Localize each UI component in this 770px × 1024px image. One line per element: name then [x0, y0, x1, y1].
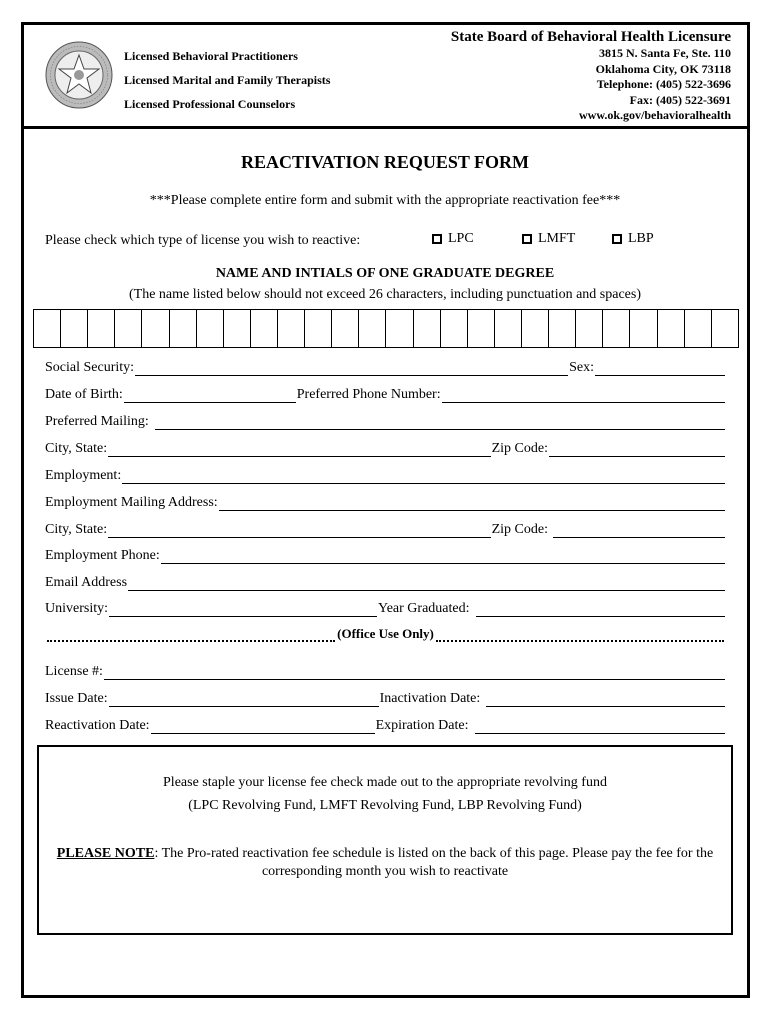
degree-character-cell[interactable]	[170, 310, 197, 347]
row-reactivation-expiration	[45, 716, 726, 734]
address-street: 3815 N. Santa Fe, Ste. 110	[599, 46, 731, 60]
employment-address-label: Employment Mailing Address:	[45, 495, 218, 510]
degree-character-cell[interactable]	[685, 310, 712, 347]
year-graduated-label: Year Graduated:	[378, 601, 470, 616]
employment-label: Employment:	[45, 468, 122, 483]
row-employment-phone	[45, 546, 726, 564]
degree-character-cell[interactable]	[495, 310, 522, 347]
degree-character-cell[interactable]	[278, 310, 305, 347]
license-number-label: License #:	[45, 664, 103, 679]
degree-note: (The name listed below should not exceed 26 characters, including punctuation and spaces)	[129, 287, 641, 302]
license-option-lmft[interactable]	[522, 231, 575, 247]
city-state-field[interactable]	[108, 442, 491, 457]
license-option-lpc-label: LPC	[448, 231, 474, 246]
license-option-lpc[interactable]	[432, 231, 474, 247]
board-address-block	[451, 28, 731, 124]
license-option-lmft-label: LMFT	[538, 231, 576, 246]
practitioner-lbp: Licensed Behavioral Practitioners	[124, 49, 298, 63]
mailing-field[interactable]	[155, 415, 725, 430]
employment-phone-field[interactable]	[161, 549, 725, 564]
office-dots-right	[436, 628, 724, 642]
address-fax: Fax: (405) 522-3691	[629, 92, 731, 107]
degree-character-cell[interactable]	[305, 310, 332, 347]
employment-city-state-field[interactable]	[108, 523, 491, 538]
degree-character-cell[interactable]	[197, 310, 224, 347]
license-option-lbp[interactable]	[612, 231, 654, 247]
dob-label: Date of Birth:	[45, 387, 123, 402]
mailing-label: Preferred Mailing:	[45, 414, 149, 429]
degree-character-cell[interactable]	[251, 310, 278, 347]
license-option-lbp-label: LBP	[628, 231, 654, 246]
degree-character-cell[interactable]	[658, 310, 685, 347]
checkbox-lmft[interactable]	[522, 234, 532, 244]
degree-character-cell[interactable]	[468, 310, 495, 347]
degree-character-cell[interactable]	[332, 310, 359, 347]
degree-character-cell[interactable]	[142, 310, 169, 347]
please-note-label: PLEASE NOTE	[56, 846, 155, 861]
checkbox-lbp[interactable]	[612, 234, 622, 244]
row-employment	[45, 466, 726, 484]
university-field[interactable]	[109, 602, 377, 617]
office-use-label: (Office Use Only)	[337, 626, 434, 641]
zip-field[interactable]	[549, 442, 725, 457]
practitioner-lmft: Licensed Marital and Family Therapists	[124, 73, 331, 87]
employment-city-state-label: City, State:	[45, 522, 108, 537]
degree-character-cell[interactable]	[61, 310, 88, 347]
address-city: Oklahoma City, OK 73118	[595, 61, 731, 76]
fee-note-box	[37, 745, 733, 935]
office-use-divider	[45, 626, 726, 642]
expiration-date-label: Expiration Date:	[375, 718, 469, 733]
row-employment-city-zip	[45, 520, 726, 538]
checkbox-lpc[interactable]	[432, 234, 442, 244]
row-dob-phone	[45, 385, 726, 403]
employment-address-field[interactable]	[219, 496, 725, 511]
reactivation-date-label: Reactivation Date:	[45, 718, 150, 733]
form-subtitle: ***Please complete entire form and submit with the appropriate reactivation fee***	[149, 193, 621, 208]
state-seal-icon	[44, 40, 114, 110]
expiration-date-field[interactable]	[475, 719, 726, 734]
inactivation-date-field[interactable]	[486, 692, 725, 707]
year-graduated-field[interactable]	[476, 602, 726, 617]
row-mailing	[45, 412, 726, 430]
degree-character-cell[interactable]	[630, 310, 657, 347]
social-security-field[interactable]	[135, 361, 568, 376]
phone-label: Preferred Phone Number:	[296, 387, 441, 402]
social-security-label: Social Security:	[45, 360, 135, 375]
row-city-zip	[45, 439, 726, 457]
reactivation-date-field[interactable]	[151, 719, 375, 734]
form-title: REACTIVATION REQUEST FORM	[240, 152, 530, 172]
degree-character-cell[interactable]	[359, 310, 386, 347]
license-type-prompt: Please check which type of license you wish to reactive:	[45, 233, 361, 248]
degree-character-cell[interactable]	[549, 310, 576, 347]
row-email	[45, 573, 726, 591]
row-license-number	[45, 662, 726, 680]
please-note-paragraph	[53, 845, 717, 881]
degree-heading: NAME AND INTIALS OF ONE GRADUATE DEGREE	[215, 266, 555, 281]
degree-character-cell[interactable]	[441, 310, 468, 347]
license-number-field[interactable]	[104, 665, 725, 680]
employment-zip-label: Zip Code:	[491, 522, 548, 537]
phone-field[interactable]	[442, 388, 725, 403]
issue-date-label: Issue Date:	[45, 691, 108, 706]
email-label: Email Address	[45, 575, 128, 590]
employment-phone-label: Employment Phone:	[45, 548, 160, 563]
fee-instruction: Please staple your license fee check made out to the appropriate revolving fund	[163, 775, 607, 790]
degree-character-cell[interactable]	[712, 310, 738, 347]
inactivation-date-label: Inactivation Date:	[379, 691, 481, 706]
row-university	[45, 599, 726, 617]
degree-character-cell[interactable]	[576, 310, 603, 347]
employment-field[interactable]	[122, 469, 725, 484]
row-issue-inactivation	[45, 689, 726, 707]
degree-character-cell[interactable]	[603, 310, 630, 347]
row-employment-address	[45, 493, 726, 511]
practitioner-lpc: Licensed Professional Counselors	[124, 97, 296, 111]
revolving-funds: (LPC Revolving Fund, LMFT Revolving Fund, LBP Revolving Fund)	[188, 798, 582, 813]
degree-character-cell[interactable]	[522, 310, 549, 347]
university-label: University:	[45, 601, 108, 616]
sex-field[interactable]	[595, 361, 725, 376]
employment-zip-field[interactable]	[553, 523, 725, 538]
address-website: www.ok.gov/behavioralhealth	[578, 108, 731, 122]
sex-label: Sex:	[569, 360, 594, 375]
email-field[interactable]	[128, 576, 725, 591]
please-note-text: : The Pro-rated reactivation fee schedule is listed on the back of this page. Please pay the fee for the corresponding month you wish to reactivate	[154, 846, 714, 879]
degree-character-cell[interactable]	[386, 310, 413, 347]
row-ssn-sex	[45, 358, 726, 376]
degree-character-cell[interactable]	[34, 310, 61, 347]
degree-character-cell[interactable]	[88, 310, 115, 347]
board-name: State Board of Behavioral Health Licensure	[450, 29, 731, 45]
degree-character-cell[interactable]	[115, 310, 142, 347]
issue-date-field[interactable]	[109, 692, 379, 707]
degree-character-cell[interactable]	[224, 310, 251, 347]
zip-label: Zip Code:	[491, 441, 548, 456]
city-state-label: City, State:	[45, 441, 108, 456]
office-dots-left	[47, 628, 335, 642]
degree-character-cell[interactable]	[414, 310, 441, 347]
dob-field[interactable]	[124, 388, 296, 403]
address-telephone: Telephone: (405) 522-3696	[596, 77, 731, 91]
degree-character-grid[interactable]	[33, 309, 739, 348]
practitioner-list	[124, 44, 330, 116]
